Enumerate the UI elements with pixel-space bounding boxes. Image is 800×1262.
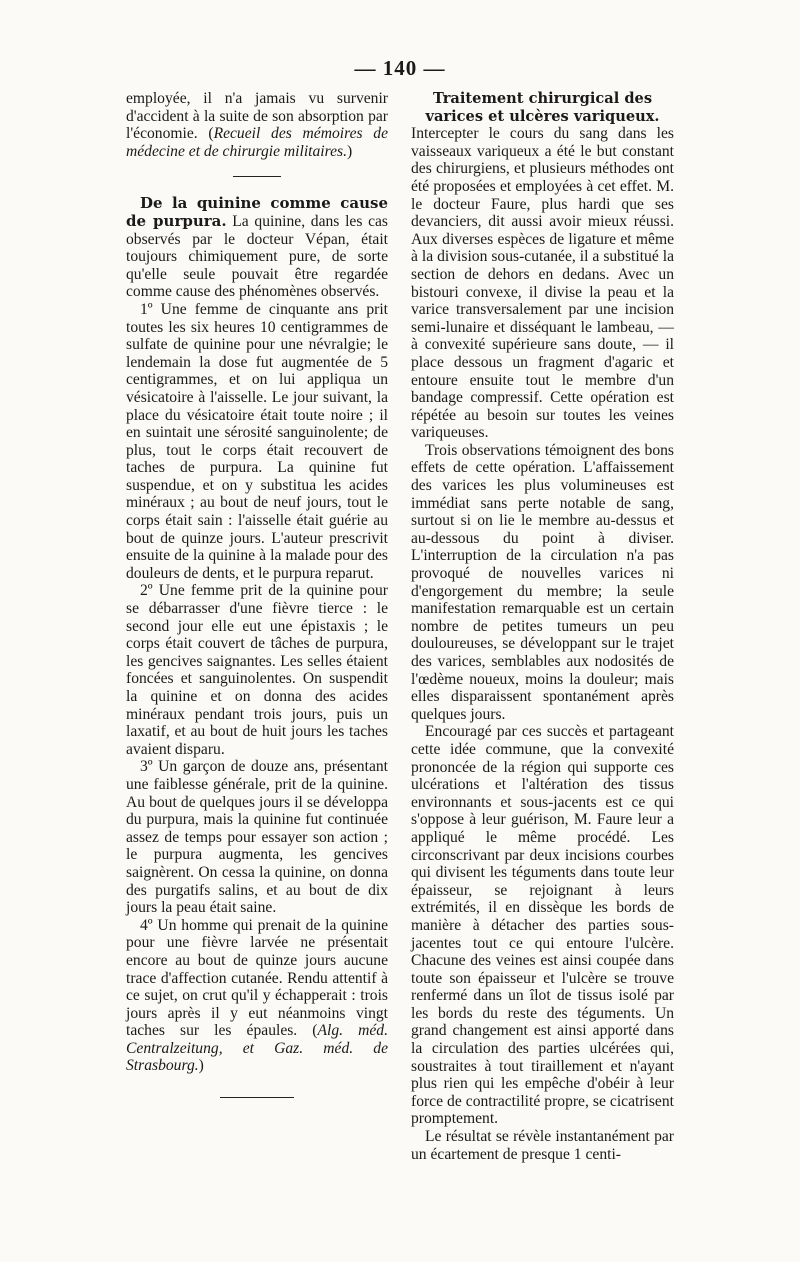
case-4-close: ) [198, 1057, 204, 1075]
intro-close: ) [347, 142, 353, 160]
case-4-source: Alg. méd. Centralzeitung, et Gaz. méd. de Strasbourg. [126, 1022, 388, 1075]
quinine-intro-text: La quinine, dans les cas observés par le docteur Vépan, était toujours chimiquement pure, de sorte qu'elle seule pouvait être regardée comme cause des phénomènes observés. [126, 212, 388, 301]
varices-paragraph-2: Trois observations témoignent des bons effets de cette opération. L'affaissement des varices les plus volumineuses est immédiat sans perte notable de sang, surtout si on lie le membre au-dessus et au-dessous du point à diviser. L'interruption de la circulation n'a pas provoqué de nouvelles varices ni d'engorgement du membre; la seule manifestation remarquable est un certain nombre de petites tumeurs un peu douloureuses, se développant sur le trajet des varices, semblables aux nodosités de l'œdème noueux, moins la douleur; mais elles disparaissent spontanément après quelques jours. [411, 441, 674, 723]
varices-paragraph-1: Intercepter le cours du sang dans les vaisseaux variqueux a été le but constant des chirurgiens, et plusieurs méthodes ont été proposées et employées à cet effet. M. le docteur Faure, plus hardi que ses devanciers, dit aussi avoir mieux réussi. Aux diverses espèces de ligature et même à la division sous-cutanée, il a substitué la section de dehors en dedans. Avec un bistouri convexe, il divise la peau et la varice transversalement par une incision semi-lunaire et disséquant le lambeau, — à convexité supérieure sans doute, — il place dessous un fragment d'agaric et entoure ensuite tout le membre d'un bandage compressif. Cette opération est répétée au besoin sur toutes les veines variqueuses. [411, 125, 674, 442]
intro-paragraph [126, 90, 388, 160]
end-divider [220, 1097, 294, 1098]
right-column [411, 90, 674, 1163]
case-1-paragraph: 1º Une femme de cinquante ans prit toutes les six heures 10 centigrammes de sulfate de quinine pour une névralgie; le lendemain la dose fut augmentée de 5 centigrammes, et on lui appliqua un vésicatoire à l'aisselle. Le jour suivant, la place du vésicatoire était toute noire ; il en suintait une sérosité sanguinolente; de plus, tout le corps était recouvert de taches de purpura. La quinine fut suspendue, et on y substitua les acides minéraux ; au bout de neuf jours, tout le corps était sain : l'aisselle était guérie au bout de quinze jours. L'auteur prescrivit ensuite de la quinine à la malade pour des douleurs de dents, et le purpura reparut. [126, 300, 388, 582]
varices-article-heading: Traitement chirurgical des varices et ulcères variqueux. [425, 90, 660, 125]
quinine-intro-paragraph [126, 195, 388, 301]
case-4-paragraph [126, 917, 388, 1075]
case-3-paragraph: 3º Un garçon de douze ans, présentant une faiblesse générale, prit de la quinine. Au bout de quelques jours il se développa du purpura, mais la quinine fut continuée assez de temps pour essayer son action ; le purpura augmenta, les gencives saignèrent. On cessa la quinine, on donna des purgatifs salins, et au bout de dix jours la peau était saine. [126, 758, 388, 917]
intro-source: Recueil des mémoires de médecine et de chirurgie militaires. [126, 125, 388, 160]
intro-text: employée, il n'a jamais vu survenir d'accident à la suite de son absorption par l'économie. ( [126, 90, 388, 143]
varices-paragraph-4: Le résultat se révèle instantanément par un écartement de presque 1 centi- [411, 1128, 674, 1163]
quinine-article-heading: De la quinine comme cause de purpura. [126, 194, 388, 230]
varices-paragraph-3: Encouragé par ces succès et partageant cette idée commune, que la convexité prononcée de la région qui supporte ces ulcérations et l'altération des tissus environnants et sous-jacents est ce qui s'oppose à leur guérison, M. Faure leur a appliqué le même procédé. Les circonscrivant par deux incisions courbes qui divisent les téguments dans toute leur épaisseur, se rejoignant à leurs extrémités, il en dissèque les bords de manière à détacher des parties sous-jacentes tout ce qui entoure l'ulcère. Chacune des veines est ainsi coupée dans toute son épaisseur et l'ulcère se trouve renfermé dans un îlot de tissus isolé par les bords du reste des téguments. Un grand changement est ainsi apporté dans la circulation des parties ulcérées qui, soustraites à tout tiraillement et n'ayant plus rien qui les empêche d'obéir à leur force de contractilité propre, se cicatrisent promptement. [411, 723, 674, 1128]
case-2-paragraph: 2º Une femme prit de la quinine pour se débarrasser d'une fièvre tierce : le second jour elle eut une épistaxis ; le corps était couvert de tâches de purpura, les gencives saignantes. Les selles étaient foncées et sanguinolentes. On suspendit la quinine et on donna des acides minéraux pendant trois jours, puis un laxatif, et au bout de huit jours les taches avaient disparu. [126, 582, 388, 758]
page-number: — 140 — [354, 56, 446, 80]
case-4-text: 4º Un homme qui prenait de la quinine pour une fièvre larvée ne présentait encore au bout de quinze jours aucune trace d'affection cutanée. Rendu attentif à ce sujet, on crut qu'il y échapperait : trois jours après il y eut néanmoins vingt taches sur les épaules. ( [126, 916, 388, 1040]
section-divider [233, 176, 281, 177]
left-column [126, 90, 388, 1098]
